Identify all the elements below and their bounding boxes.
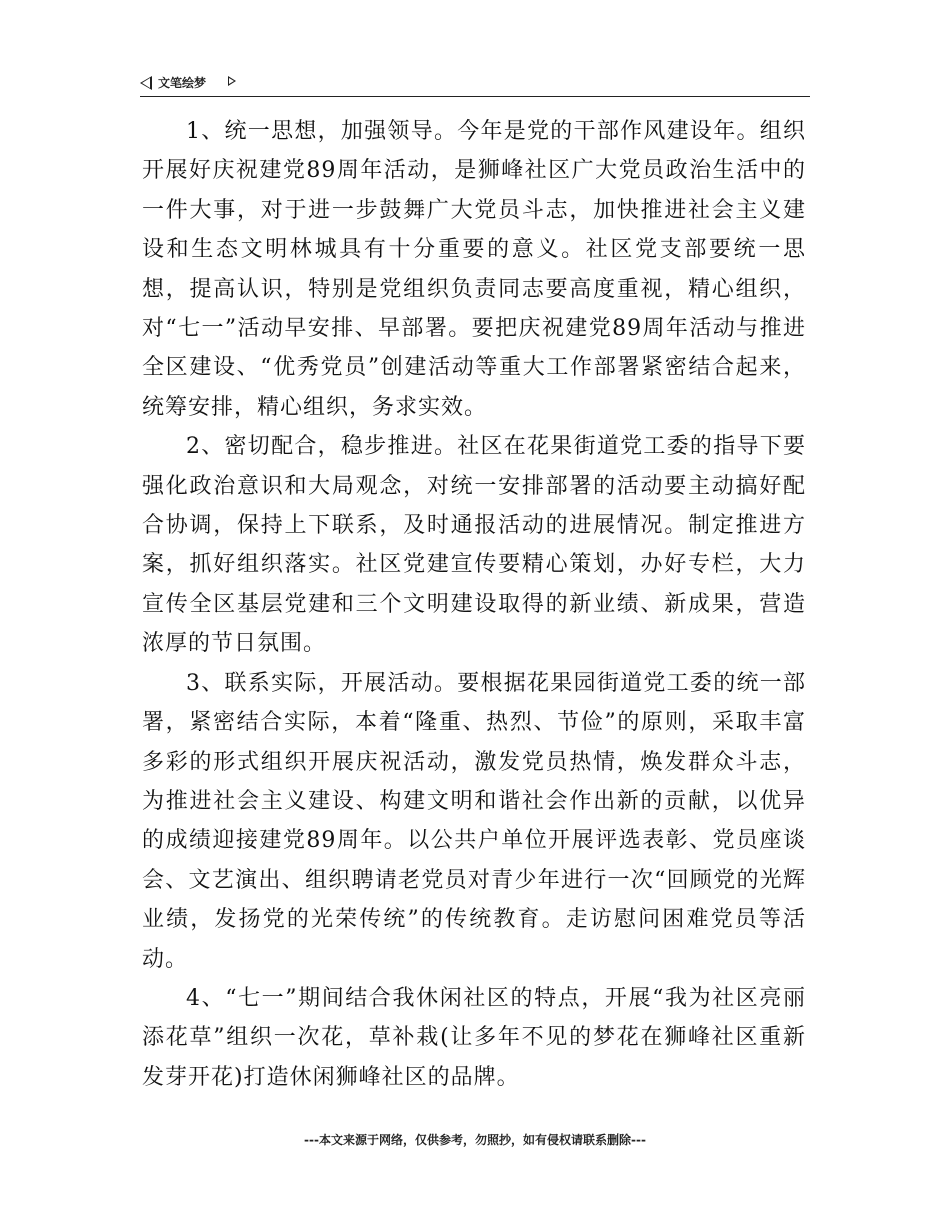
paragraph-1: 1、统一思想，加强领导。今年是党的干部作风建设年。组织开展好庆祝建党89周年活动，是狮峰社区广大党员政治生活中的一件大事，对于进一步鼓舞广大党员斗志，加快推进社会主义建设和生态文明林城具有十分重要的意义。社区党支部要统一思想，提高认识，特别是党组织负责同志要高度重视，精心组织，对“七一”活动早安排、早部署。要把庆祝建党89周年活动与推进全区建设、“优秀党员”创建活动等重大工作部署紧密结合起来，统筹安排，精心组织，务求实效。 [142,119,806,420]
page-header [140,71,810,97]
paragraph-4: 4、“七一”期间结合我休闲社区的特点，开展“我为社区亮丽添花草”组织一次花，草补栽(让多年不见的梦花在狮峰社区重新发芽开花)打造休闲狮峰社区的品牌。 [142,985,806,1090]
paragraph-2: 2、密切配合，稳步推进。社区在花果街道党工委的指导下要强化政治意识和大局观念，对统一安排部署的活动要主动搞好配合协调，保持上下联系，及时通报活动的进展情况。制定推进方案，抓好组织落实。社区党建宣传要精心策划，办好专栏，大力宣传全区基层党建和三个文明建设取得的新业绩、新成果，营造浓厚的节日氛围。 [142,434,806,657]
triangle-right-icon [228,76,236,86]
paragraph-3: 3、联系实际，开展活动。要根据花果园街道党工委的统一部署，紧密结合实际，本着“隆重、热烈、节俭”的原则，采取丰富多彩的形式组织开展庆祝活动，激发党员热情，焕发群众斗志，为推进社会主义建设、构建文明和谐社会作出新的贡献，以优异的成绩迎接建党89周年。以公共户单位开展评选表彰、党员座谈会、文艺演出、组织聘请老党员对青少年进行一次“回顾党的光辉业绩，发扬党的光荣传统”的传统教育。走访慰问困难党员等活动。 [142,670,806,972]
triangle-left-icon [140,76,152,90]
document-body [142,112,806,1097]
footer-notice: ---本文来源于网络，仅供参考，勿照抄，如有侵权请联系删除--- [304,1133,646,1147]
header-brand: 文笔绘梦 [158,76,207,90]
